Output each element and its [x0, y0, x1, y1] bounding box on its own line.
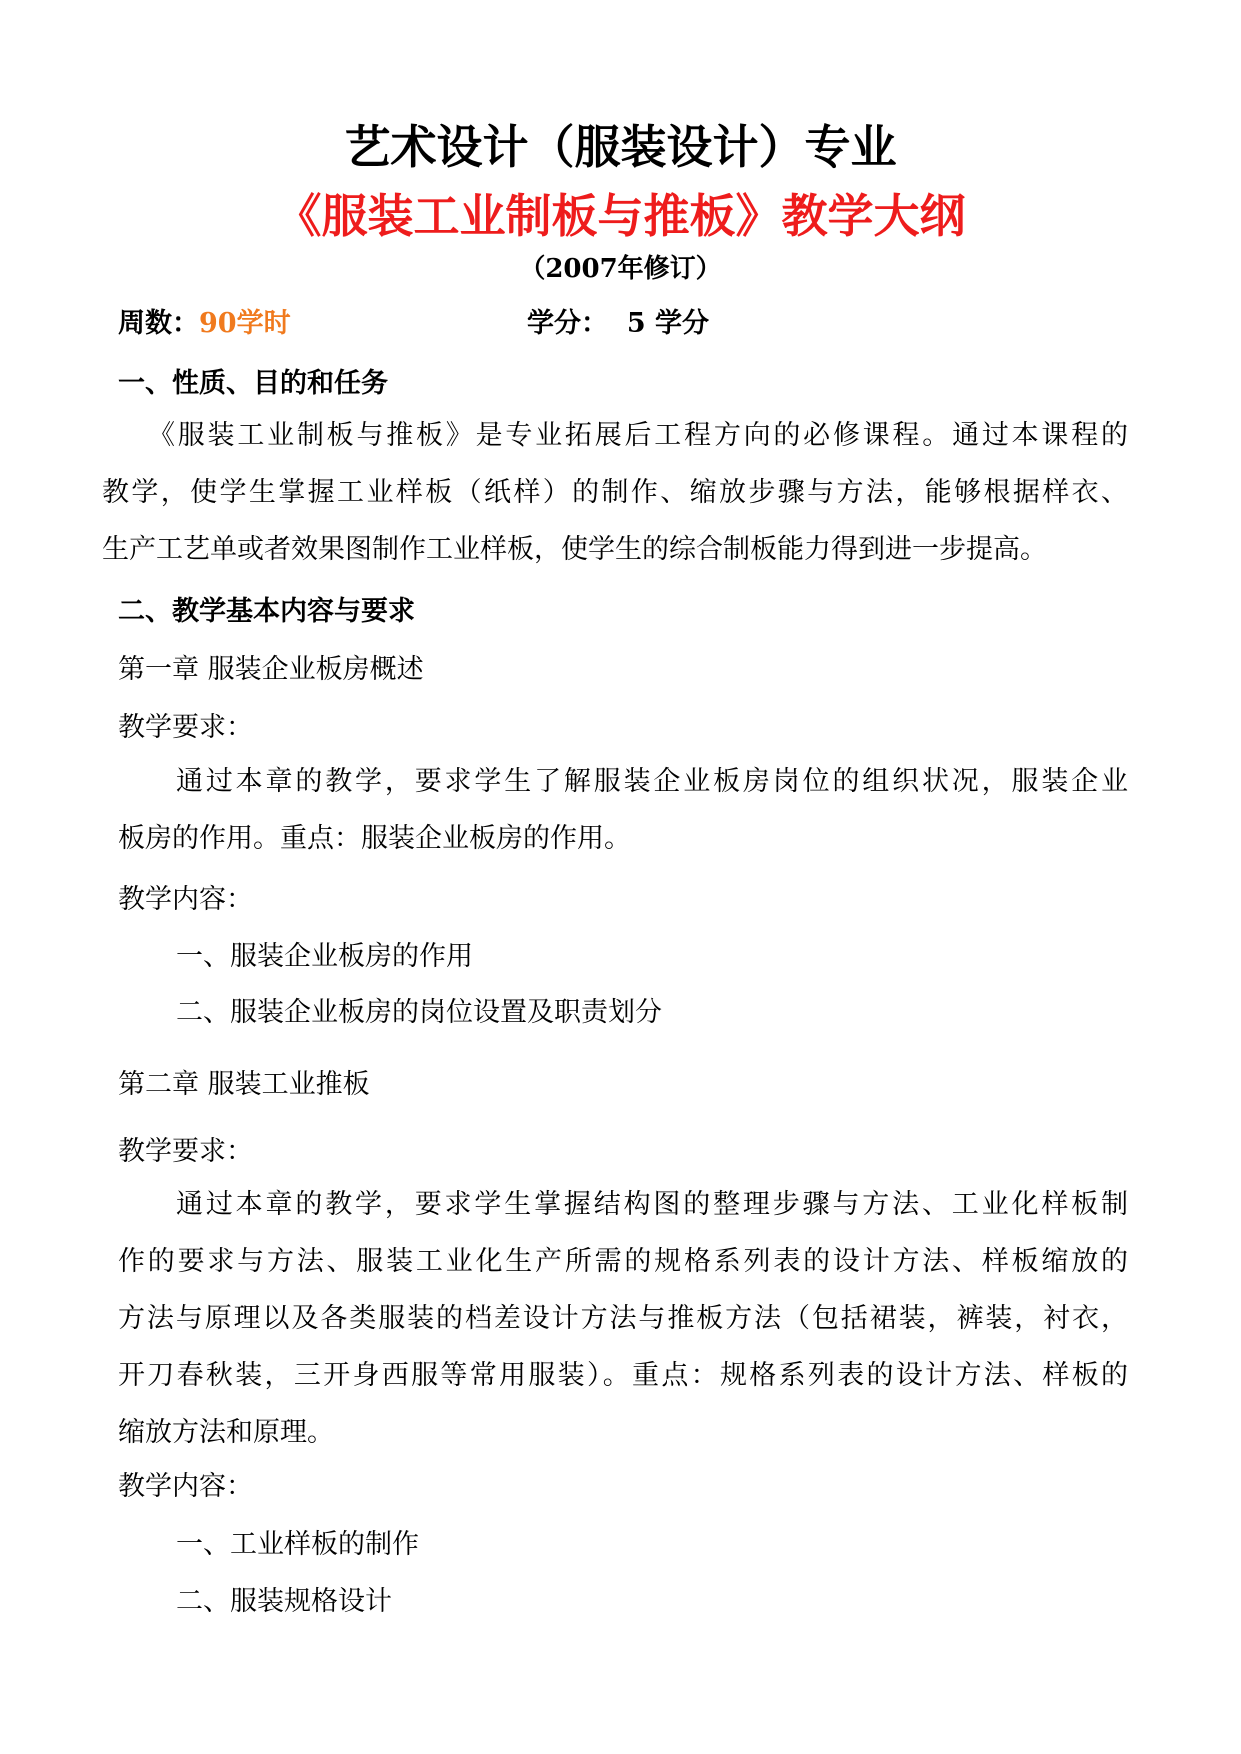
chapter2-requirements	[118, 1176, 1128, 1461]
chapter2-content-label: 教学内容：	[118, 1471, 253, 1502]
paragraph-line: 作的要求与方法、服装工业化生产所需的规格系列表的设计方法、样板缩放的	[118, 1246, 1128, 1277]
chapter2-title: 第二章 服装工业推板	[118, 1069, 370, 1100]
credits-value: 5 学分	[626, 308, 709, 339]
section-heading-1: 一、性质、目的和任务	[118, 368, 388, 399]
paragraph-line: 通过本章的教学，要求学生了解服装企业板房岗位的组织状况，服装企业	[176, 766, 1128, 797]
chapter2-requirements-label: 教学要求：	[118, 1136, 253, 1167]
section1-paragraph	[102, 407, 1128, 578]
revision-note: （2007年修订）	[519, 254, 722, 284]
chapter1-requirements	[118, 753, 1128, 867]
chapter1-item-2: 二、服装企业板房的岗位设置及职责划分	[176, 997, 662, 1028]
paragraph-line: 方法与原理以及各类服装的档差设计方法与推板方法（包括裙装，裤装，衬衣，	[118, 1303, 1128, 1334]
chapter1-content-label: 教学内容：	[118, 884, 253, 915]
paragraph-line: 通过本章的教学，要求学生掌握结构图的整理步骤与方法、工业化样板制	[176, 1189, 1128, 1220]
paragraph-line: 开刀春秋装，三开身西服等常用服装）。重点：规格系列表的设计方法、样板的	[118, 1360, 1128, 1391]
paragraph-line: 《服装工业制板与推板》是专业拓展后工程方向的必修课程。通过本课程的	[148, 420, 1128, 451]
section-heading-2: 二、教学基本内容与要求	[118, 596, 415, 627]
hours-value: 90学时	[199, 308, 291, 339]
chapter2-item-1: 一、工业样板的制作	[176, 1529, 419, 1560]
paragraph-line: 板房的作用。重点：服装企业板房的作用。	[118, 823, 631, 854]
hours-field	[118, 310, 291, 337]
chapter2-item-2: 二、服装规格设计	[176, 1586, 392, 1617]
chapter1-item-1: 一、服装企业板房的作用	[176, 941, 473, 972]
credits-field	[527, 310, 709, 337]
document-title: 艺术设计（服装设计）专业	[344, 120, 897, 174]
chapter1-title: 第一章 服装企业板房概述	[118, 654, 424, 685]
credits-label: 学分：	[527, 308, 608, 339]
paragraph-line: 教学，使学生掌握工业样板（纸样）的制作、缩放步骤与方法，能够根据样衣、	[102, 477, 1128, 508]
course-title: 《服装工业制板与推板》教学大纲	[275, 189, 966, 243]
hours-label: 周数：	[118, 308, 199, 339]
paragraph-line: 缩放方法和原理。	[118, 1417, 334, 1448]
paragraph-line: 生产工艺单或者效果图制作工业样板，使学生的综合制板能力得到进一步提高。	[102, 534, 1047, 565]
chapter1-requirements-label: 教学要求：	[118, 712, 253, 743]
